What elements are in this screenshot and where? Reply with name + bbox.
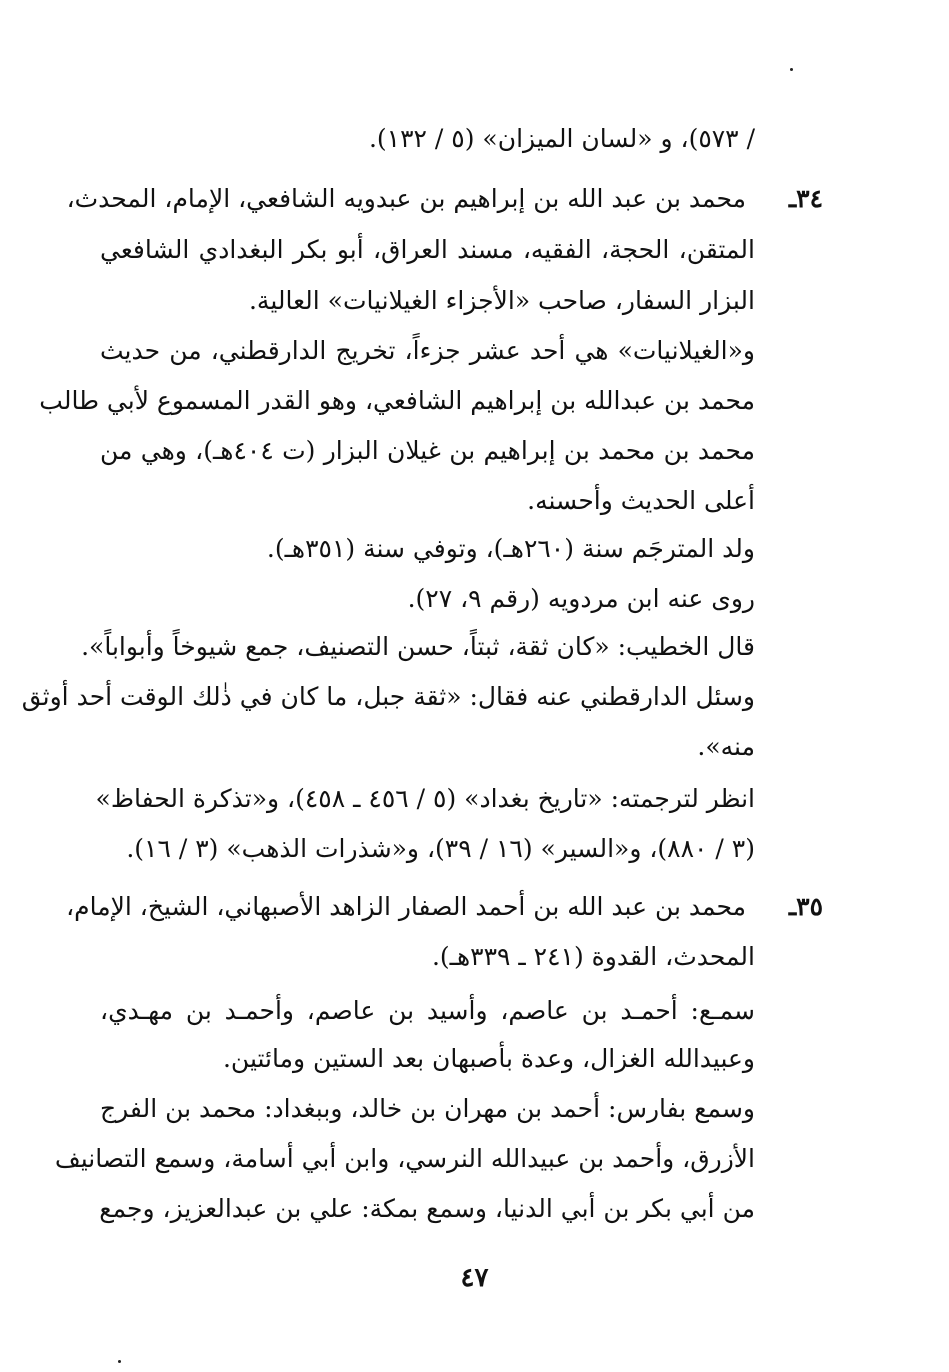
text-line: وعبيدالله الغزال، وعدة بأصبهان بعد الستين ومائتين. [222,1044,755,1073]
text-line: / ٥٧٣)، و «لسان الميزان» (٥ / ١٣٢). [368,124,755,153]
text-line: من أبي بكر بن أبي الدنيا، وسمع بمكة: علي بن عبدالعزيز، وجمع [99,1194,755,1223]
text-line: (٣ / ٨٨٠)، و«السير» (١٦ / ٣٩)، و«شذرات الذهب» (٣ / ١٦). [126,834,755,863]
text-line: ولد المترجَم سنة (٢٦٠هـ)، وتوفي سنة (٣٥١هـ). [266,534,755,563]
text-line: روى عنه ابن مردويه (رقم ٩، ٢٧). [407,584,755,613]
text-line: انظر لترجمته: «تاريخ بغداد» (٥ / ٤٥٦ ـ ٤٥٨)، و«تذكرة الحفاظ» [95,784,755,813]
text-line: محمد بن عبدالله بن إبراهيم الشافعي، وهو القدر المسموع لأبي طالب [39,386,755,415]
text-line: قال الخطيب: «كان ثقة، ثبتاً، حسن التصنيف، جمع شيوخاً وأبواباً». [81,632,755,661]
text-line: الأزرق، وأحمد بن عبيدالله النرسي، وابن أبي أسامة، وسمع التصانيف [54,1144,755,1173]
text-line: وسمع بفارس: أحمد بن مهران بن خالد، وببغداد: محمد بن الفرج [100,1094,755,1123]
text-line: منه». [697,732,755,761]
entry-number-34: ٣٤ـ [788,184,823,213]
scan-speck [118,1360,121,1363]
text-line: سمـع: أحمـد بن عاصم، وأسيد بن عاصم، وأحمـد بن مهـدي، [100,996,755,1025]
text-line: محمد بن عبد الله بن أحمد الصفار الزاهد الأصبهاني، الشيخ، الإمام، [66,892,746,921]
text-line: المتقن، الحجة، الفقيه، مسند العراق، أبو بكر البغدادي الشافعي [100,235,755,264]
page-number: ٤٧ [460,1263,489,1293]
text-line: و«الغيلانيات» هي أحد عشر جزءاً، تخريج الدارقطني، من حديث [100,336,755,365]
text-line: المحدث، القدوة (٢٤١ ـ ٣٣٩هـ). [431,942,755,971]
entry-number-35: ٣٥ـ [788,892,823,921]
text-line: أعلى الحديث وأحسنه. [527,486,755,515]
text-line: البزار السفار، صاحب «الأجزاء الغيلانيات» العالية. [248,286,755,315]
text-line: وسئل الدارقطني عنه فقال: «ثقة جبل، ما كان في ذٰلك الوقت أحد أوثق [21,682,755,711]
text-line: محمد بن محمد بن إبراهيم بن غيلان البزار (ت ٤٠٤هـ)، وهي من [100,436,755,465]
scan-speck [790,68,793,71]
text-line: محمد بن عبد الله بن إبراهيم بن عبدويه الشافعي، الإمام، المحدث، [66,184,746,213]
